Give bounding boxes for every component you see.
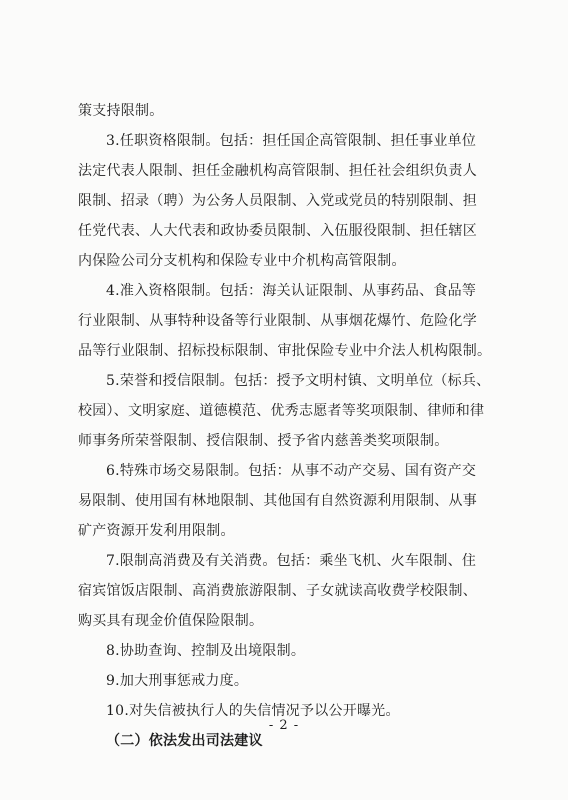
section-heading: （二）依法发出司法建议 (106, 733, 263, 749)
list-item-9: 9.加大刑事惩戒力度。 (106, 673, 249, 689)
page-number: - 2 - (268, 718, 300, 733)
list-item-10: 10.对失信被执行人的失信情况予以公开曝光。 (106, 703, 400, 719)
text-line: 行业限制、从事特种设备等行业限制、从事烟花爆竹、危险化学 (78, 313, 477, 329)
text-line: 校园）、文明家庭、道德模范、优秀志愿者等奖项限制、律师和律 (78, 403, 485, 419)
list-item-3-line-1: 3.任职资格限制。包括：担任国企高管限制、担任事业单位 (106, 133, 477, 149)
text-line: 品等行业限制、招标投标限制、审批保险专业中介法人机构限制。 (78, 343, 492, 359)
list-item-7-line-1: 7.限制高消费及有关消费。包括：乘坐飞机、火车限制、住 (106, 553, 477, 569)
list-item-8: 8.协助查询、控制及出境限制。 (106, 643, 306, 659)
list-item-4-line-1: 4.准入资格限制。包括：海关认证限制、从事药品、食品等 (106, 283, 477, 299)
text-line: 策支持限制。 (78, 103, 164, 119)
text-line: 内保险公司分支机构和保险专业中介机构高管限制。 (78, 253, 406, 269)
text-line: 师事务所荣誉限制、授信限制、授予省内慈善类奖项限制。 (78, 433, 449, 449)
text-line: 购买具有现金价值保险限制。 (78, 613, 264, 629)
document-body (78, 96, 498, 756)
text-line: 任党代表、人大代表和政协委员限制、入伍服役限制、担任辖区 (78, 223, 477, 239)
text-line: 限制、招录（聘）为公务人员限制、入党或党员的特别限制、担 (78, 193, 477, 209)
list-item-6-line-1: 6.特殊市场交易限制。包括：从事不动产交易、国有资产交 (106, 463, 477, 479)
list-item-5-line-1: 5.荣誉和授信限制。包括：授予文明村镇、文明单位（标兵、 (106, 373, 491, 389)
text-line: 易限制、使用国有林地限制、其他国有自然资源利用限制、从事 (78, 493, 477, 509)
text-line: 矿产资源开发利用限制。 (78, 523, 235, 539)
text-line: 宿宾馆饭店限制、高消费旅游限制、子女就读高收费学校限制、 (78, 583, 477, 599)
text-line: 法定代表人限制、担任金融机构高管限制、担任社会组织负责人 (78, 163, 477, 179)
